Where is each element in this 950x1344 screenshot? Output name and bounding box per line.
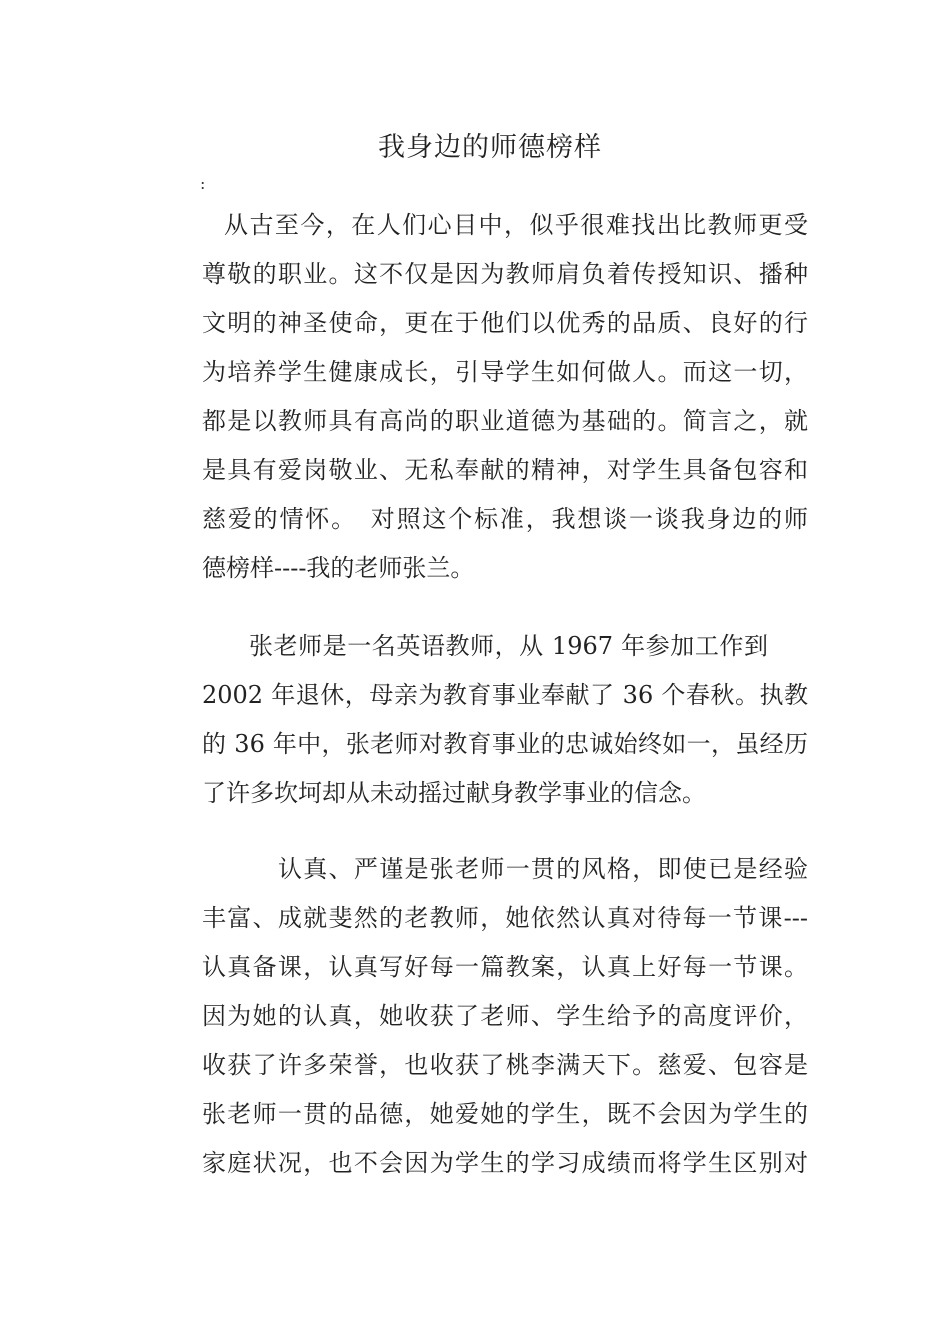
paragraph-line: 德榜样----我的老师张兰。 (202, 554, 475, 582)
paragraph-line: 张老师一贯的品德，她爱她的学生，既不会因为学生的 (202, 1100, 808, 1128)
paragraph-line: 收获了许多荣誉，也收获了桃李满天下。慈爱、包容是 (202, 1051, 808, 1079)
paragraph-line: 是具有爱岗敬业、无私奉献的精神，对学生具备包容和 (202, 456, 808, 484)
paragraph-line: 尊敬的职业。这不仅是因为教师肩负着传授知识、播种 (202, 260, 808, 288)
paragraph-line: 张老师是一名英语教师，从 1967 年参加工作到 (249, 632, 768, 660)
paragraph-line: 为培养学生健康成长，引导学生如何做人。而这一切， (202, 358, 808, 386)
paragraph-line: 了许多坎坷却从未动摇过献身教学事业的信念。 (202, 779, 706, 807)
paragraph-line: 文明的神圣使命，更在于他们以优秀的品质、良好的行 (202, 309, 808, 337)
paragraph-3 (202, 845, 808, 1188)
paragraph-line: 认真备课，认真写好每一篇教案，认真上好每一节课。 (202, 953, 808, 981)
paragraph-2 (202, 622, 808, 818)
paragraph-line: 认真、严谨是张老师一贯的风格，即使已是经验 (278, 855, 808, 883)
paragraph-line: 家庭状况，也不会因为学生的学习成绩而将学生区别对 (202, 1149, 808, 1177)
paragraph-line: 的 36 年中，张老师对教育事业的忠诚始终如一，虽经历 (202, 730, 808, 758)
paragraph-line: 2002 年退休，母亲为教育事业奉献了 36 个春秋。执教 (202, 681, 808, 709)
paragraph-line: 慈爱的情怀。 对照这个标准，我想谈一谈我身边的师 (202, 505, 808, 533)
paragraph-1 (202, 201, 808, 593)
paragraph-marker: : (200, 174, 206, 193)
paragraph-line: 从古至今，在人们心目中，似乎很难找出比教师更受 (224, 211, 808, 239)
paragraph-line: 丰富、成就斐然的老教师，她依然认真对待每一节课--- (202, 904, 808, 932)
document-title: 我身边的师德榜样 (378, 132, 602, 163)
paragraph-line: 都是以教师具有高尚的职业道德为基础的。简言之，就 (202, 407, 808, 435)
paragraph-line: 因为她的认真，她收获了老师、学生给予的高度评价， (202, 1002, 808, 1030)
